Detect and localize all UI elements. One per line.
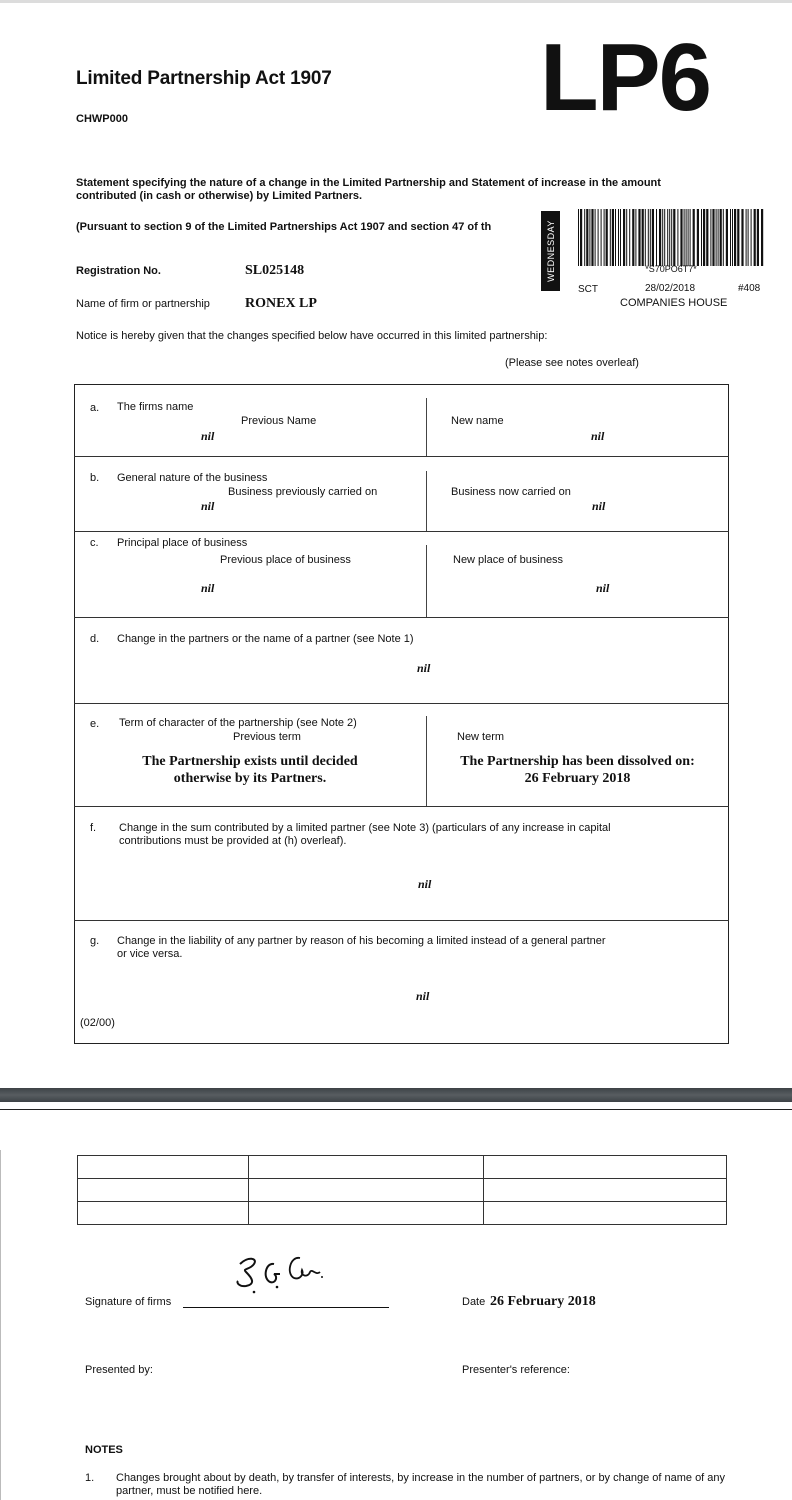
act-title: Limited Partnership Act 1907	[76, 68, 332, 89]
section-f-title-line2: contributions must be provided at (h) overleaf).	[119, 835, 347, 847]
table-cell	[484, 1156, 727, 1179]
barcode-bar	[623, 209, 625, 266]
signature-label: Signature of firms	[85, 1296, 172, 1308]
barcode-bar	[688, 209, 689, 266]
barcode-bar	[635, 209, 636, 266]
barcode-bar	[642, 209, 644, 266]
day-stamp-text: WEDNESDAY	[545, 220, 556, 282]
section-b-letter: b.	[90, 472, 100, 484]
stamp-office: SCT	[578, 284, 598, 295]
barcode-bar	[606, 209, 608, 266]
barcode-bar	[671, 209, 672, 266]
section-e-left-label: Previous term	[233, 731, 301, 743]
column-divider	[426, 471, 427, 531]
barcode-bar	[701, 209, 702, 266]
barcode-bar	[618, 209, 619, 266]
barcode-bar	[598, 209, 599, 266]
stamp-date: 28/02/2018	[645, 283, 696, 294]
section-b-left-label: Business previously carried on	[228, 486, 378, 498]
barcode-bar	[723, 209, 724, 266]
section-d-value: nil	[417, 661, 431, 675]
date-label: Date	[462, 1296, 486, 1308]
section-e-title: Term of character of the partnership (see Note 2)	[119, 717, 357, 729]
barcode-bar	[712, 209, 714, 266]
section-f-title-line1: Change in the sum contributed by a limited partner (see Note 3) (particulars of any increase in capital	[119, 822, 611, 834]
section-e-letter: e.	[90, 718, 100, 730]
section-f-letter: f.	[90, 822, 97, 834]
barcode-bar	[746, 209, 747, 266]
registration-label: Registration No.	[76, 265, 161, 277]
notice-text: Notice is hereby given that the changes specified below have occurred in this limited partnership:	[76, 330, 548, 342]
section-a-left-label: Previous Name	[241, 415, 317, 427]
column-divider	[426, 545, 427, 617]
new-term-line2: 26 February 2018	[524, 771, 631, 786]
section-g-title-line1: Change in the liability of any partner by reason of his becoming a limited instead of a general partner	[117, 935, 606, 947]
presenters-reference-label: Presenter's reference:	[462, 1364, 570, 1376]
signature-line	[183, 1307, 389, 1308]
barcode-bar	[626, 209, 627, 266]
firm-name-label: Name of firm or partnership	[76, 298, 210, 310]
firm-name-value: RONEX LP	[245, 296, 317, 311]
table-cell	[484, 1202, 727, 1225]
barcode-bar	[629, 209, 630, 266]
row-divider	[74, 806, 729, 807]
note-number: 1.	[85, 1472, 95, 1484]
barcode-bar	[730, 209, 731, 266]
barcode-bar	[677, 209, 678, 266]
section-b-right-label: Business now carried on	[451, 486, 571, 498]
barcode-bar	[664, 209, 665, 266]
barcode-bar	[615, 209, 616, 266]
row-divider	[74, 617, 729, 618]
barcode-bar	[757, 209, 759, 266]
barcode-bar	[732, 209, 733, 266]
contributions-table	[77, 1155, 727, 1225]
table-cell	[78, 1202, 249, 1225]
section-a-letter: a.	[90, 402, 100, 414]
table-cell	[249, 1156, 484, 1179]
section-a-right-label: New name	[451, 415, 504, 427]
stamp-number: #408	[738, 283, 761, 294]
barcode-bar	[720, 209, 722, 266]
see-notes-text: (Please see notes overleaf)	[505, 357, 639, 369]
section-g-title-line2: or vice versa.	[117, 948, 183, 960]
barcode-bar	[706, 209, 708, 266]
section-e-right-value	[430, 753, 725, 787]
barcode-bar	[632, 209, 634, 266]
barcode-bar	[686, 209, 687, 266]
barcode-bar	[589, 209, 590, 266]
section-c-right-value: nil	[596, 581, 610, 595]
barcode-bar	[648, 209, 649, 266]
barcode-bar	[591, 209, 593, 266]
barcode-bar	[669, 209, 670, 266]
section-c-right-label: New place of business	[453, 554, 564, 566]
barcode-bar	[697, 209, 699, 266]
notes-heading: NOTES	[85, 1444, 123, 1456]
statement-title: Statement specifying the nature of a change in the Limited Partnership and Statement of increase in the amount contributed (in cash or otherwise) by Limited Partners.	[76, 177, 661, 202]
note-text: Changes brought about by death, by transfer of interests, by increase in the number of partners, or by change of name of any partner, must be notified here.	[116, 1472, 726, 1497]
section-c-letter: c.	[90, 537, 99, 549]
barcode-bar	[710, 209, 711, 266]
section-a-right-value: nil	[591, 429, 605, 443]
barcode-icon	[578, 209, 764, 266]
barcode-bar	[741, 209, 743, 266]
barcode-bar	[673, 209, 675, 266]
section-d-title: Change in the partners or the name of a partner (see Note 1)	[117, 633, 414, 645]
row-divider	[74, 456, 729, 457]
barcode-bar	[662, 209, 663, 266]
date-value: 26 February 2018	[490, 1294, 596, 1309]
section-c-left-label: Previous place of business	[220, 554, 351, 566]
barcode-text: *S70PO6T7*	[645, 264, 697, 274]
barcode-bar	[748, 209, 749, 266]
page-edge-line	[0, 1109, 792, 1110]
table-row	[78, 1156, 727, 1179]
barcode-bar	[718, 209, 719, 266]
barcode-bar	[734, 209, 736, 266]
barcode-bar	[610, 209, 611, 266]
barcode-bar	[754, 209, 756, 266]
barcode-bar	[737, 209, 739, 266]
section-b-left-value: nil	[201, 499, 215, 513]
barcode-bar	[584, 209, 585, 266]
column-divider	[426, 716, 427, 806]
new-term-line1: The Partnership has been dissolved on:	[460, 754, 695, 769]
section-c-title: Principal place of business	[117, 537, 248, 549]
registration-value: SL025148	[245, 263, 305, 278]
barcode-bar	[703, 209, 705, 266]
barcode-bar	[604, 209, 605, 266]
section-e-left-value	[100, 753, 400, 787]
barcode-bar	[595, 209, 596, 266]
section-a-title: The firms name	[117, 401, 194, 413]
barcode-bar	[601, 209, 602, 266]
table-row	[78, 1202, 727, 1225]
presented-by-label: Presented by:	[85, 1364, 153, 1376]
section-g-letter: g.	[90, 935, 100, 947]
previous-term-line2: otherwise by its Partners.	[173, 771, 327, 786]
row-divider	[74, 703, 729, 704]
barcode-bar	[620, 209, 621, 266]
barcode-bar	[693, 209, 695, 266]
barcode-bar	[761, 209, 763, 266]
day-stamp	[541, 211, 560, 291]
section-b-title: General nature of the business	[117, 472, 268, 484]
barcode-bar	[684, 209, 685, 266]
form-number: LP6	[540, 24, 711, 131]
form-code: CHWP000	[76, 113, 128, 125]
table-row	[78, 1179, 727, 1202]
barcode-bar	[580, 209, 582, 266]
barcode-bar	[680, 209, 682, 266]
table-cell	[249, 1179, 484, 1202]
barcode-bar	[586, 209, 588, 266]
section-c-left-value: nil	[201, 581, 215, 595]
section-a-left-value: nil	[201, 429, 215, 443]
barcode-bar	[690, 209, 691, 266]
barcode-bar	[667, 209, 668, 266]
barcode-bar	[645, 209, 646, 266]
form-version: (02/00)	[80, 1017, 115, 1029]
barcode-bar	[638, 209, 640, 266]
page-left-edge	[0, 1150, 1, 1500]
row-divider	[74, 920, 729, 921]
barcode-bar	[659, 209, 661, 266]
barcode-bar	[652, 209, 654, 266]
previous-term-line1: The Partnership exists until decided	[142, 754, 358, 769]
barcode-bar	[578, 209, 579, 266]
barcode-bar	[650, 209, 651, 266]
barcode-bar	[726, 209, 728, 266]
barcode-bar	[716, 209, 717, 266]
section-e-right-label: New term	[457, 731, 505, 743]
barcode-bar	[751, 209, 752, 266]
row-divider	[74, 531, 729, 532]
column-divider	[426, 398, 427, 456]
signature-mark	[230, 1250, 330, 1295]
barcode-bar	[656, 209, 657, 266]
section-g-value: nil	[416, 989, 430, 1003]
page-separator	[0, 1088, 792, 1102]
top-edge	[0, 0, 792, 3]
table-cell	[249, 1202, 484, 1225]
table-cell	[78, 1156, 249, 1179]
stamp-authority: COMPANIES HOUSE	[620, 297, 728, 309]
section-d-letter: d.	[90, 633, 100, 645]
section-f-value: nil	[418, 877, 432, 891]
section-b-right-value: nil	[592, 499, 606, 513]
pursuant-text: (Pursuant to section 9 of the Limited Partnerships Act 1907 and section 47 of th	[76, 221, 492, 233]
table-cell	[484, 1179, 727, 1202]
barcode-bar	[612, 209, 614, 266]
table-cell	[78, 1179, 249, 1202]
